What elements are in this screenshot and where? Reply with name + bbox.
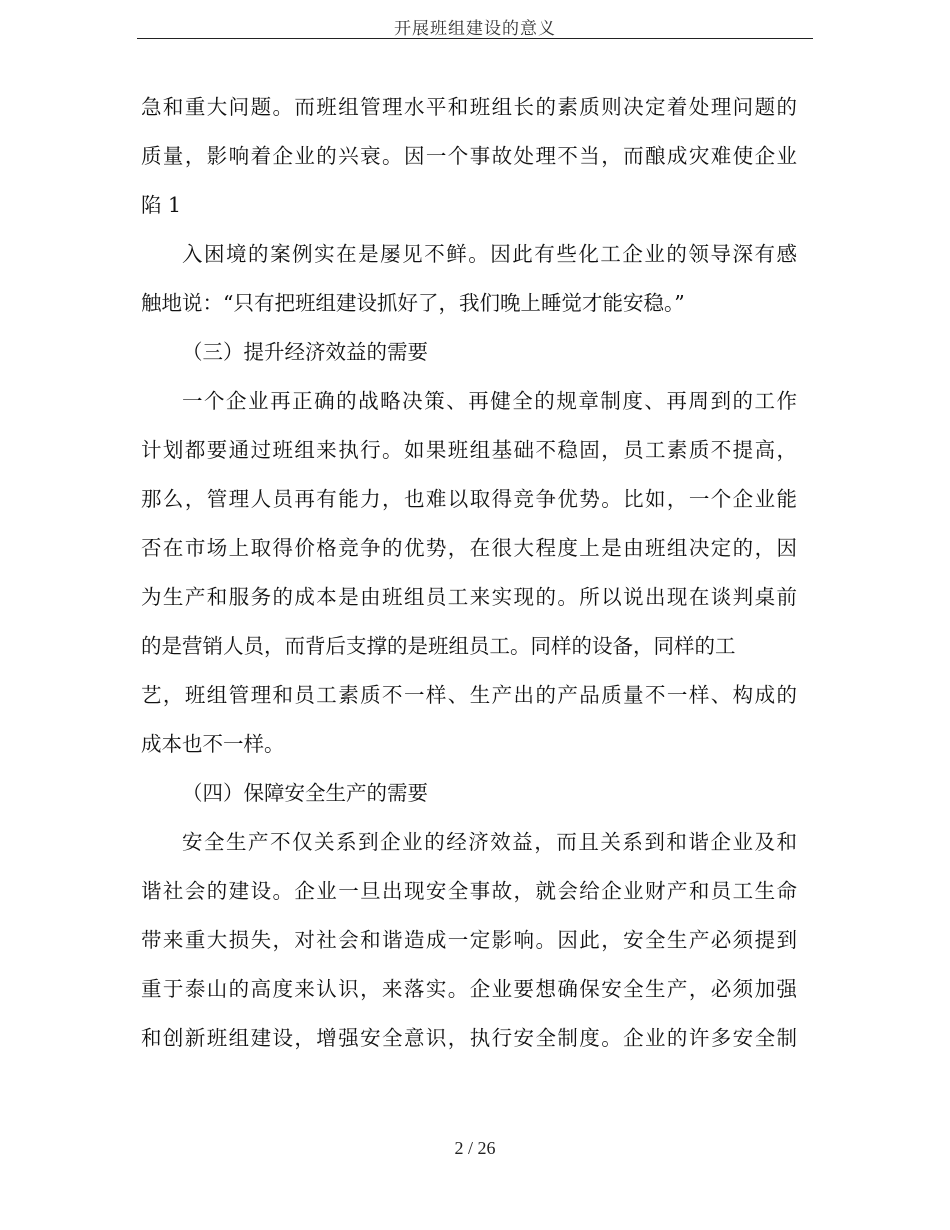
body-line: 和创新班组建设，增强安全意识，执行安全制度。企业的许多安全制 xyxy=(141,1026,797,1050)
body-line: 艺，班组管理和员工素质不一样、生产出的产品质量不一样、构成的 xyxy=(141,683,797,707)
body-line: 触地说：“只有把班组建设抓好了，我们晚上睡觉才能安稳。” xyxy=(141,291,685,315)
body-line: 安全生产不仅关系到企业的经济效益，而且关系到和谐企业及和 xyxy=(182,830,797,854)
body-line: 那么，管理人员再有能力，也难以取得竞争优势。比如，一个企业能 xyxy=(141,487,797,511)
document-header-title: 开展班组建设的意义 xyxy=(394,19,556,39)
body-line: 急和重大问题。而班组管理水平和班组长的素质则决定着处理问题的 xyxy=(141,95,797,119)
body-line: 成本也不一样。 xyxy=(141,732,285,756)
body-line: 为生产和服务的成本是由班组员工来实现的。所以说出现在谈判桌前 xyxy=(141,585,797,609)
page-number: 2 / 26 xyxy=(454,1138,496,1158)
body-line: 质量，影响着企业的兴衰。因一个事故处理不当，而酿成灾难使企业 xyxy=(141,144,797,168)
body-line: 否在市场上取得价格竞争的优势，在很大程度上是由班组决定的，因 xyxy=(141,536,797,560)
section-heading: （三）提升经济效益的需要 xyxy=(182,340,428,364)
body-line: 的是营销人员，而背后支撑的是班组员工。同样的设备，同样的工 xyxy=(141,634,736,658)
body-line: 谐社会的建设。企业一旦出现安全事故，就会给企业财产和员工生命 xyxy=(141,879,797,903)
body-line: 重于泰山的高度来认识，来落实。企业要想确保安全生产，必须加强 xyxy=(141,977,797,1001)
section-heading: （四）保障安全生产的需要 xyxy=(182,781,428,805)
document-body xyxy=(141,83,797,1063)
header-divider xyxy=(137,38,813,39)
body-line: 计划都要通过班组来执行。如果班组基础不稳固，员工素质不提高， xyxy=(141,438,797,462)
body-line: 入困境的案例实在是屡见不鲜。因此有些化工企业的领导深有感 xyxy=(182,242,797,266)
body-line: 陷 1 xyxy=(141,193,182,217)
body-line: 带来重大损失，对社会和谐造成一定影响。因此，安全生产必须提到 xyxy=(141,928,797,952)
body-line: 一个企业再正确的战略决策、再健全的规章制度、再周到的工作 xyxy=(182,389,797,413)
